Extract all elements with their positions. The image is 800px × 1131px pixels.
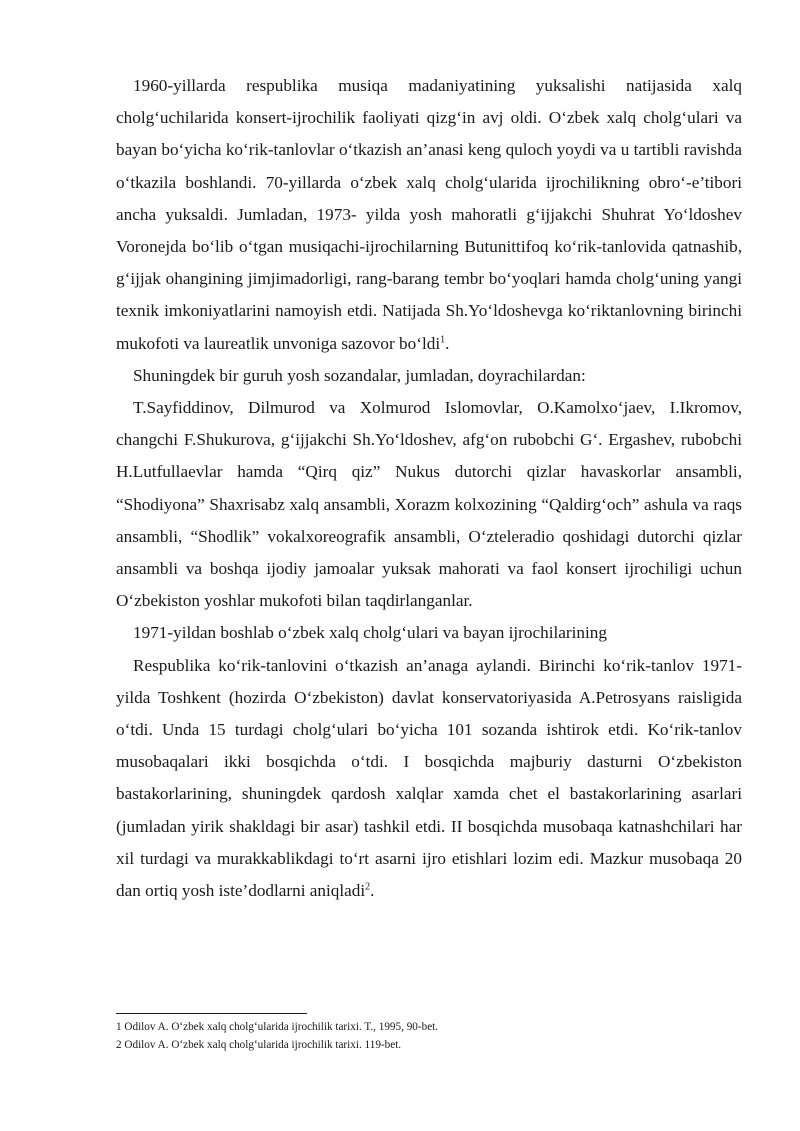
body-text (116, 70, 742, 907)
paragraph-5 (116, 650, 742, 908)
paragraph-1-tail: . (445, 333, 450, 353)
footnotes (116, 1018, 742, 1054)
paragraph-5-text: Respublika ko‘rik-tanlovini o‘tkazish an’anaga aylandi. Birinchi ko‘rik-tanlov 1971-yilda Toshkent (hozirda O‘zbekiston) davlat konservatoriyasida A.Petrosyans raisligida o‘tdi. Unda 15 turdagi cholg‘ulari bo‘yicha 101 sozanda ishtirok etdi. Ko‘rik-tanlov musobaqalari ikki bosqichda o‘tdi. I bosqichda majburiy dasturni O‘zbekiston bastakorlarining, shuningdek qardosh xalqlar xamda chet el bastakorlarining asarlari (jumladan yirik shakldagi bir asar) tashkil etdi. II bosqichda musobaqa katnashchilari har xil turdagi va murakkablikdagi to‘rt asarni ijro etishlari lozim edi. Mazkur musobaqa 20 dan ortiq yosh iste’dodlarni aniqladi (116, 655, 742, 901)
footnote-2: 2 Odilov A. O‘zbek xalq cholg‘ularida ijrochilik tarixi. 119-bet. (116, 1039, 402, 1051)
paragraph-3-text: T.Sayfiddinov, Dilmurod va Xolmurod Islomovlar, O.Kamolxo‘jaev, I.Ikromov, changchi F.Shukurova, g‘ijjakchi Sh.Yo‘ldoshev, afg‘on rubobchi G‘. Ergashev, rubobchi H.Lutfullaevlar hamda “Qirq qiz” Nukus dutorchi qizlar havaskorlar ansambli, “Shodiyona” Shaxrisabz xalq ansambli, Xorazm kolxozining “Qaldirg‘och” ashula va raqs ansambli, “Shodlik” vokalxoreografik ansambli, O‘zteleradio qoshidagi dutorchi qizlar ansambli va boshqa ijodiy jamoalar yuksak mahorati va faol konsert ijrochiligi uchun O‘zbekiston yoshlar mukofoti bilan taqdirlanganlar. (116, 398, 742, 611)
paragraph-1-text: 1960-yillarda respublika musiqa madaniyatining yuksalishi natijasida xalq cholg‘uchilarida konsert-ijrochilik faoliyati qizg‘in avj oldi. O‘zbek xalq cholg‘ulari va bayan bo‘yicha ko‘rik-tanlovlar o‘tkazish an’anasi keng quloch yoydi va u tartibli ravishda o‘tkazila boshlandi. 70-yillarda o‘zbek xalq cholg‘ularida ijrochilikning obro‘-e’tibori ancha yuksaldi. Jumladan, 1973- yilda yosh mahoratli g‘ijjakchi Shuhrat Yo‘ldoshev Voronejda bo‘lib o‘tgan musiqachi-ijrochilarning Butunittifoq ko‘rik-tanlovida qatnashib, g‘ijjak ohangining jimjimadorligi, rang-barang tembr bo‘yoqlari hamda cholg‘uning yangi texnik imkoniyatlarini namoyish etdi. Natijada Sh.Yo‘ldoshevga ko‘riktanlovning birinchi mukofoti va laureatlik unvoniga sazovor bo‘ldi (116, 76, 742, 353)
paragraph-4 (116, 617, 742, 649)
paragraph-2 (116, 360, 742, 392)
paragraph-4-text: 1971-yildan boshlab o‘zbek xalq cholg‘ulari va bayan ijrochilarining (133, 623, 607, 643)
footnote-1: 1 Odilov A. O‘zbek xalq cholg‘ularida ijrochilik tarixi. T., 1995, 90-bet. (116, 1021, 439, 1033)
paragraph-1 (116, 70, 742, 360)
paragraph-2-text: Shuningdek bir guruh yosh sozandalar, jumladan, doyrachilardan: (133, 365, 586, 385)
footnote-ref-1: 1 (440, 333, 446, 345)
paragraph-5-tail: . (370, 881, 375, 901)
footnote-separator (116, 1013, 307, 1014)
footnote-ref-2: 2 (365, 881, 371, 893)
paragraph-3 (116, 392, 742, 617)
